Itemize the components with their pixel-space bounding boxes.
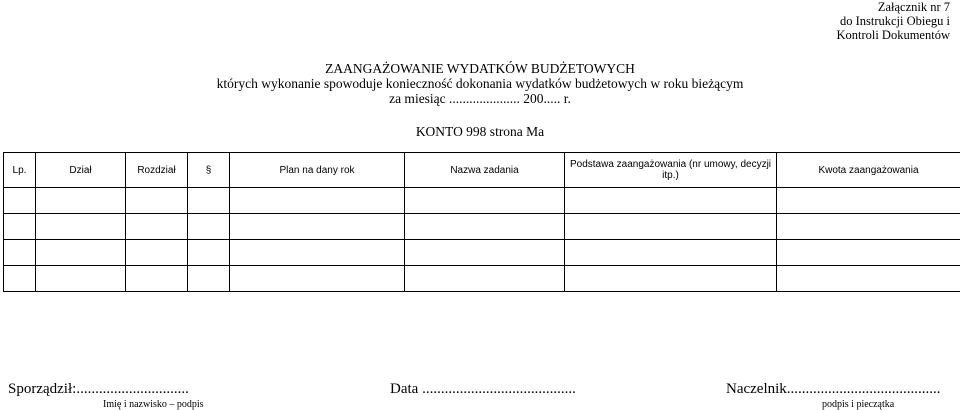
table-header-row <box>4 153 960 188</box>
table-cell <box>36 240 126 266</box>
table-cell <box>230 214 405 240</box>
table-cell <box>405 240 565 266</box>
table-cell <box>405 188 565 214</box>
table-cell <box>565 214 777 240</box>
title-line-1: ZAANGAŻOWANIE WYDATKÓW BUDŻETOWYCH <box>325 61 635 76</box>
head-signature-line: Naczelnik......................................... <box>726 381 941 397</box>
attachment-line: do Instrukcji Obiegu i <box>839 14 950 28</box>
table-row <box>4 188 960 214</box>
table-cell <box>188 214 230 240</box>
account-label: KONTO 998 strona Ma <box>415 124 545 139</box>
table-cell <box>777 240 960 266</box>
table-cell <box>188 240 230 266</box>
attachment-line: Załącznik nr 7 <box>877 0 950 14</box>
col-header-dzial: Dział <box>36 153 126 188</box>
table-cell <box>188 188 230 214</box>
col-header-task-name: Nazwa zadania <box>405 153 565 188</box>
table-cell <box>126 240 188 266</box>
commitments-table <box>3 152 960 292</box>
table-cell <box>126 266 188 292</box>
title-line-3: za miesiąc ..................... 200..... r. <box>389 91 571 106</box>
table-cell <box>4 240 36 266</box>
table-row <box>4 240 960 266</box>
table-cell <box>230 240 405 266</box>
col-header-paragraph: § <box>188 153 230 188</box>
table-cell <box>4 188 36 214</box>
col-header-lp: Lp. <box>4 153 36 188</box>
table-cell <box>4 214 36 240</box>
table-cell <box>126 188 188 214</box>
table-cell <box>777 188 960 214</box>
table-row <box>4 266 960 292</box>
document-title <box>200 61 760 106</box>
col-header-basis: Podstawa zaangażowania (nr umowy, decyzji itp.) <box>565 153 777 188</box>
table-cell <box>126 214 188 240</box>
col-header-amount: Kwota zaangażowania <box>777 153 960 188</box>
table-cell <box>36 214 126 240</box>
date-line: Data ......................................... <box>390 381 576 397</box>
table-cell <box>405 214 565 240</box>
col-header-plan: Plan na dany rok <box>230 153 405 188</box>
table-cell <box>405 266 565 292</box>
attachment-line: Kontroli Dokumentów <box>836 28 950 42</box>
col-header-rozdzial: Rozdział <box>126 153 188 188</box>
table-cell <box>777 214 960 240</box>
table-cell <box>565 266 777 292</box>
title-line-2: których wykonanie spowoduje konieczność dokonania wydatków budżetowych w roku bieżącym <box>216 76 744 91</box>
table-cell <box>36 266 126 292</box>
prepared-by-caption: Imię i nazwisko – podpis <box>103 399 204 410</box>
prepared-by-line: Sporządził:.............................. <box>8 381 189 397</box>
table-cell <box>565 188 777 214</box>
head-signature-caption: podpis i pieczątka <box>822 399 895 410</box>
table-row <box>4 214 960 240</box>
attachment-note <box>836 0 950 42</box>
table-cell <box>230 188 405 214</box>
table-cell <box>4 266 36 292</box>
table-cell <box>777 266 960 292</box>
table-cell <box>230 266 405 292</box>
table-cell <box>36 188 126 214</box>
table-cell <box>565 240 777 266</box>
table-cell <box>188 266 230 292</box>
